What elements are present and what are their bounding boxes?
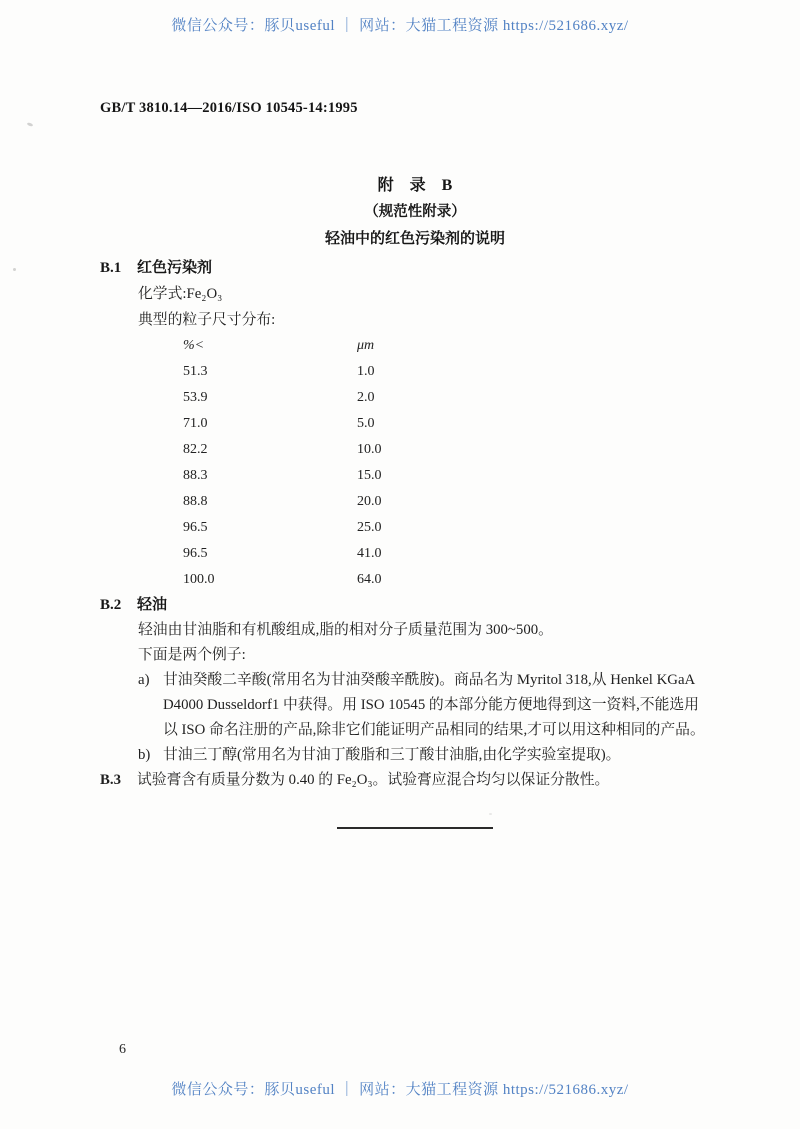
list-item-b [100, 743, 710, 768]
table-header-row [183, 333, 382, 359]
page-content [100, 98, 710, 836]
scan-speck [13, 268, 16, 271]
section-b1 [100, 255, 710, 593]
section-b1-heading [100, 255, 710, 281]
standard-number-header: GB/T 3810.14—2016/ISO 10545-14:1995 [100, 100, 358, 116]
table-row [183, 385, 382, 411]
scan-speck [27, 122, 34, 127]
cell-micron: 25.0 [357, 520, 382, 535]
list-item-a [100, 668, 710, 743]
appendix-type: （规范性附录） [364, 204, 466, 220]
appendix-title-block [110, 172, 720, 253]
cell-percent: 100.0 [183, 572, 215, 587]
cell-percent: 51.3 [183, 364, 208, 379]
cell-micron: 20.0 [357, 494, 382, 509]
table-row [183, 411, 382, 437]
cell-micron: 5.0 [357, 416, 375, 431]
end-of-appendix-rule [337, 827, 493, 829]
list-text-b: 甘油三丁醇(常用名为甘油丁酸脂和三丁酸甘油脂,由化学实验室提取)。 [163, 747, 621, 763]
cell-percent: 71.0 [183, 416, 208, 431]
list-marker-b: b) [138, 747, 151, 763]
page-number: 6 [119, 1042, 126, 1057]
appendix-heading: 轻油中的红色污染剂的说明 [324, 231, 505, 247]
table-row [183, 567, 382, 593]
table-row [183, 359, 382, 385]
b2-paragraph-2: 下面是两个例子: [138, 647, 246, 663]
cell-micron: 1.0 [357, 364, 375, 379]
section-b3 [100, 768, 710, 793]
cell-percent: 88.8 [183, 494, 208, 509]
cell-micron: 2.0 [357, 390, 375, 405]
watermark-text: 微信公众号：豚贝useful ｜ 网站：大猫工程资源 https://521686.xyz/ [171, 1082, 629, 1098]
section-b3-number: B.3 [100, 772, 121, 788]
table-row [183, 541, 382, 567]
cell-percent: 88.3 [183, 468, 208, 483]
table-row [183, 515, 382, 541]
table-row [183, 463, 382, 489]
section-b2 [100, 593, 710, 829]
column-header-percent: %< [183, 338, 205, 353]
section-b1-title: 红色污染剂 [137, 260, 213, 276]
b2-paragraph-1: 轻油由甘油脂和有机酸组成,脂的相对分子质量范围为 300~500。 [138, 622, 553, 638]
section-b1-number: B.1 [100, 260, 122, 276]
cell-percent: 96.5 [183, 520, 208, 535]
cell-micron: 64.0 [357, 572, 382, 587]
cell-percent: 82.2 [183, 442, 208, 457]
particle-size-table [183, 333, 382, 593]
chemical-formula-line: 化学式:Fe₂O₃ [138, 286, 223, 302]
section-b2-title: 轻油 [137, 597, 168, 613]
watermark-text: 微信公众号：豚贝useful ｜ 网站：大猫工程资源 https://521686.xyz/ [171, 18, 629, 34]
section-b2-heading [100, 593, 710, 618]
cell-micron: 10.0 [357, 442, 382, 457]
watermark-top [0, 17, 800, 35]
cell-percent: 96.5 [183, 546, 208, 561]
cell-micron: 15.0 [357, 468, 382, 483]
table-row [183, 489, 382, 515]
watermark-bottom [0, 1081, 800, 1099]
list-text-a: 甘油癸酸二辛酸(常用名为甘油癸酸辛酰胺)。商品名为 Myritol 318,从 Henkel KGaA D4000 Dusseldorf1 中获得。用 ISO 10545 的本部分能方便地得到这一资料,不能选用以 ISO 命名注册的产品,除非它们能证明产品相同的结果,才可以用这种相同的产品。 [163, 672, 705, 738]
cell-percent: 53.9 [183, 390, 208, 405]
section-b3-text: 试验膏含有质量分数为 0.40 的 Fe₂O₃。试验膏应混合均匀以保证分散性。 [137, 772, 610, 788]
list-marker-a: a) [138, 672, 150, 688]
particle-distribution-label: 典型的粒子尺寸分布: [138, 312, 276, 328]
section-b2-number: B.2 [100, 597, 122, 613]
appendix-title: 附 录 B [377, 177, 453, 194]
column-header-micron: μm [357, 338, 375, 353]
table-row [183, 437, 382, 463]
cell-micron: 41.0 [357, 546, 382, 561]
